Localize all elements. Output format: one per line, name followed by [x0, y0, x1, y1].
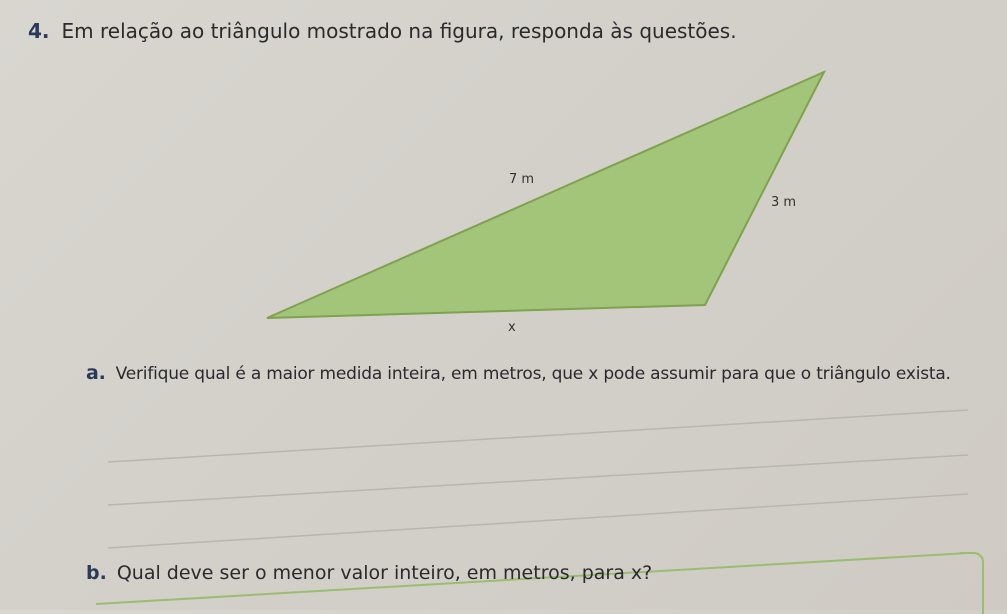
item-a-text: Verifique qual é a maior medida inteira, em metros, que x pode assumir para que o triângulo exista. — [115, 364, 951, 384]
item-a — [86, 362, 951, 384]
item-a-letter: a. — [86, 362, 106, 384]
answer-line — [108, 455, 968, 505]
side-label-right: 3 m — [771, 195, 797, 210]
question-text: Em relação ao triângulo mostrado na figura, responda às questões. — [61, 19, 737, 43]
triangle-shape — [267, 72, 824, 318]
answer-box-corner — [960, 552, 984, 614]
answer-line — [108, 494, 968, 548]
question-number: 4. — [28, 19, 50, 43]
side-label-bottom: x — [508, 320, 516, 335]
answer-line — [108, 410, 968, 462]
item-b — [86, 562, 652, 584]
side-label-top: 7 m — [509, 172, 535, 187]
item-b-text: Qual deve ser o menor valor inteiro, em metros, para x? — [116, 562, 653, 584]
item-b-letter: b. — [86, 562, 107, 584]
